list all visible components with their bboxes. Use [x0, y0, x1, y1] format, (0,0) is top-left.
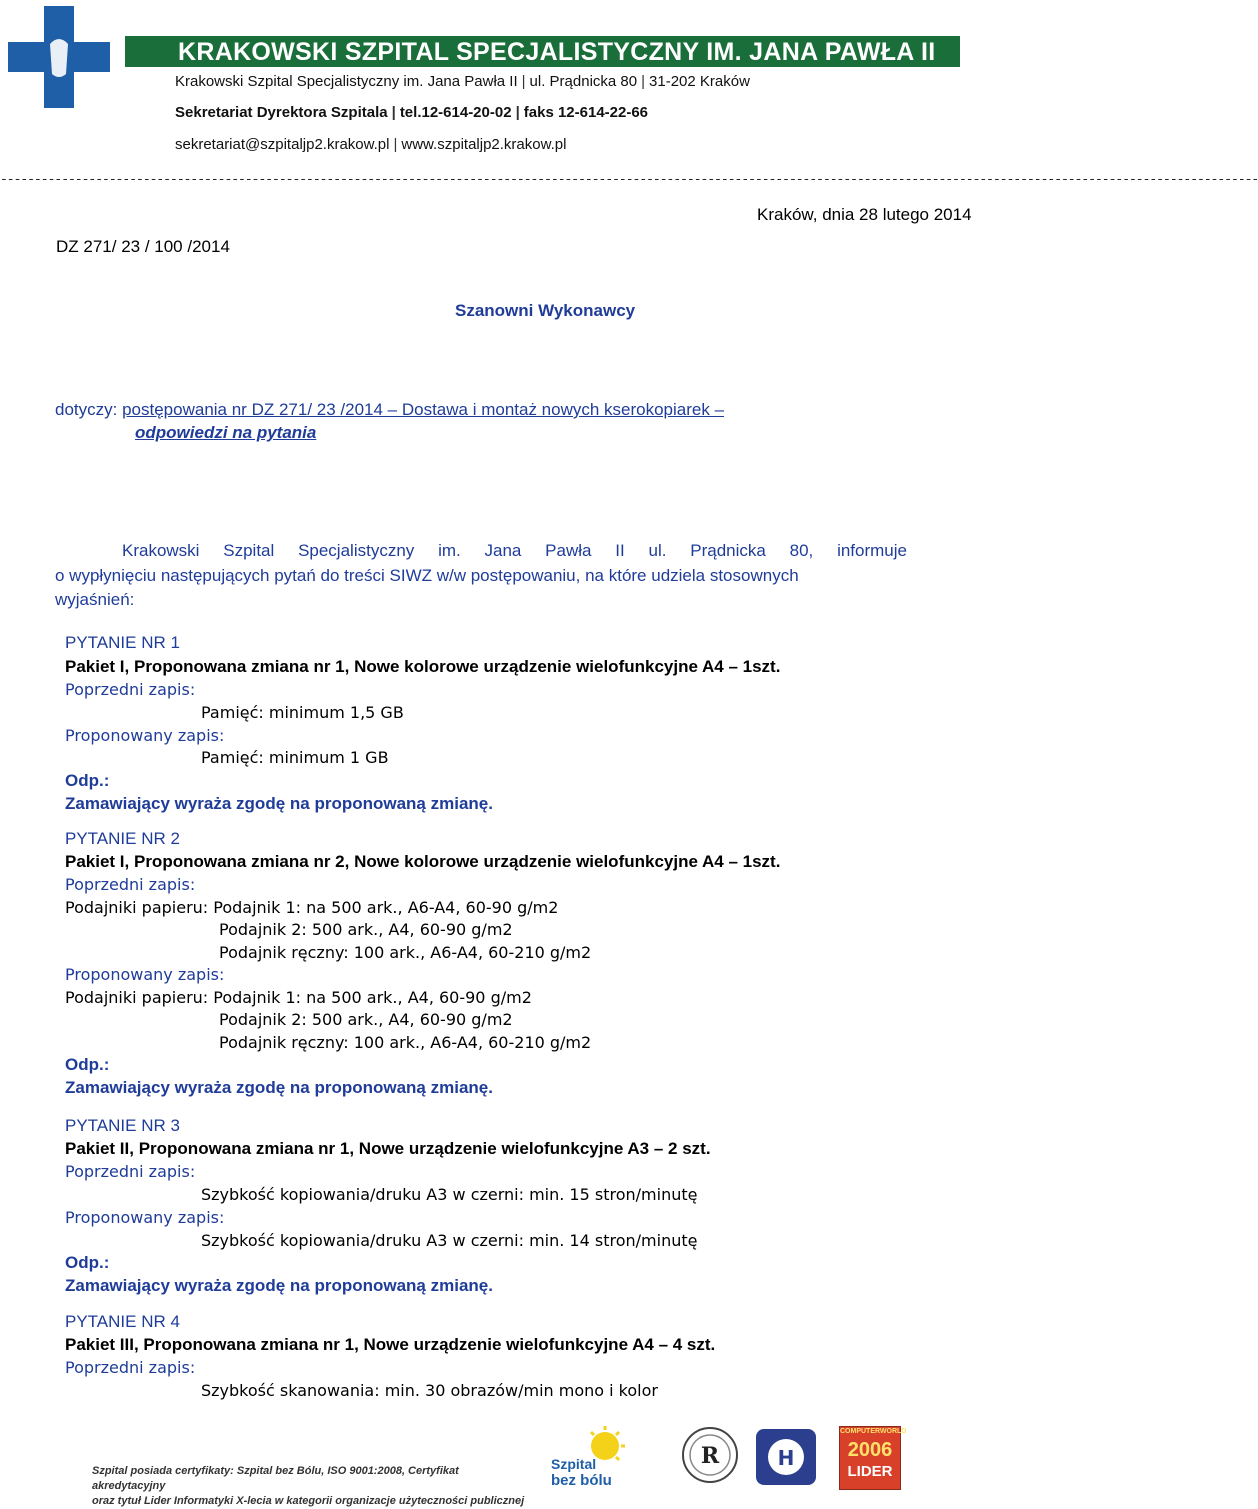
question-3-answer-label: Odp.: — [65, 1253, 110, 1272]
address-street: ul. Prądnicka 80 — [529, 73, 638, 90]
secretariat-label: Sekretariat Dyrektora Szpitala — [175, 104, 388, 121]
hospital-logo-cross — [6, 4, 112, 115]
footer-text-line-1: Szpital posiada certyfikaty: Szpital bez Bólu, ISO 9001:2008, Certyfikat akredytacyjny — [92, 1465, 459, 1492]
intro-word: informuje — [837, 541, 907, 560]
szpital-bez-bolu-logo — [549, 1426, 631, 1492]
question-4-heading: PYTANIE NR 4 — [65, 1312, 180, 1331]
intro-word: 80, — [789, 541, 814, 560]
intro-word: Szpital — [223, 541, 275, 560]
question-4-prev-label: Poprzedni zapis: — [65, 1358, 196, 1377]
footer-certificates-text — [92, 1464, 532, 1509]
question-2-prev-label: Poprzedni zapis: — [65, 875, 196, 894]
question-3-prop-line: Szybkość kopiowania/druku A3 w czerni: min. 14 stron/minutę — [201, 1231, 698, 1250]
intro-line-3: wyjaśnień: — [55, 590, 135, 609]
question-1-title: Pakiet I, Proponowana zmiana nr 1, Nowe kolorowe urządzenie wielofunkcyjne A4 – 1szt. — [65, 657, 781, 676]
web-line: sekretariat@szpitaljp2.krakow.pl | www.szpitaljp2.krakow.pl — [175, 136, 567, 153]
question-2-prev-line-2: Podajnik 2: 500 ark., A4, 60-90 g/m2 — [219, 920, 513, 939]
email-link[interactable]: sekretariat@szpitaljp2.krakow.pl — [175, 136, 390, 153]
svg-text:R: R — [700, 1443, 720, 1469]
reference-number: DZ 271/ 23 / 100 /2014 — [56, 237, 230, 256]
question-2-prop-line-3: Podajnik ręczny: 100 ark., A6-A4, 60-210 g/m2 — [219, 1033, 592, 1052]
question-2-heading: PYTANIE NR 2 — [65, 829, 180, 848]
lider-informatyki-logo — [839, 1426, 907, 1490]
intro-word: ul. — [648, 541, 667, 560]
question-2-answer-label: Odp.: — [65, 1055, 110, 1074]
intro-word: Pawła — [545, 541, 592, 560]
question-2-prev-line-3: Podajnik ręczny: 100 ark., A6-A4, 60-210 g/m2 — [219, 943, 592, 962]
lider-logo-top: COMPUTERWORLD — [840, 1428, 907, 1435]
question-2-prop-label: Proponowany zapis: — [65, 965, 225, 984]
question-1-heading: PYTANIE NR 1 — [65, 633, 180, 652]
question-1-answer-label: Odp.: — [65, 771, 110, 790]
question-1-prev-label: Poprzedni zapis: — [65, 680, 196, 699]
question-1-answer: Zamawiający wyraża zgodę na proponowaną zmianę. — [65, 794, 493, 813]
subject-prefix: dotyczy: — [55, 400, 118, 419]
salutation: Szanowni Wykonawcy — [455, 301, 636, 320]
szpital-logo-line-1: Szpital — [551, 1456, 597, 1472]
question-2-title: Pakiet I, Proponowana zmiana nr 2, Nowe kolorowe urządzenie wielofunkcyjne A4 – 1szt. — [65, 852, 781, 871]
question-3-answer: Zamawiający wyraża zgodę na proponowaną zmianę. — [65, 1276, 493, 1295]
svg-text:H: H — [777, 1446, 795, 1470]
question-3-title: Pakiet II, Proponowana zmiana nr 1, Nowe urządzenie wielofunkcyjne A3 – 2 szt. — [65, 1139, 711, 1158]
subject-second: odpowiedzi na pytania — [135, 423, 317, 442]
question-1-prev-line: Pamięć: minimum 1,5 GB — [201, 703, 404, 722]
contact-line: Sekretariat Dyrektora Szpitala | tel.12-614-20-02 | faks 12-614-22-66 — [175, 104, 649, 121]
address-city: 31-202 Kraków — [649, 73, 750, 90]
intro-word: Krakowski — [122, 541, 200, 560]
intro-word: im. — [438, 541, 461, 560]
intro-line-1 — [122, 541, 907, 561]
iso-certificate-logo — [681, 1426, 739, 1489]
subject-line — [55, 400, 724, 420]
hospital-name: KRAKOWSKI SZPITAL SPECJALISTYCZNY IM. JANA PAWŁA II — [178, 38, 936, 66]
address-name: Krakowski Szpital Specjalistyczny im. Jana Pawła II — [175, 73, 518, 90]
lider-logo-year: 2006 — [847, 1439, 893, 1461]
intro-word: Jana — [484, 541, 522, 560]
question-2-answer: Zamawiający wyraża zgodę na proponowaną zmianę. — [65, 1078, 493, 1097]
intro-word: II — [615, 541, 625, 560]
accreditation-logo — [755, 1428, 817, 1491]
phone: tel.12-614-20-02 — [399, 104, 512, 121]
intro-word: Prądnicka — [690, 541, 766, 560]
question-2-prev-line-1: Podajniki papieru: Podajnik 1: na 500 ark., A6-A4, 60-90 g/m2 — [65, 898, 559, 917]
footer-text-line-2: oraz tytuł Lider Informatyki X-lecia w kategorii organizacje użyteczności publicznej — [92, 1495, 525, 1507]
website-link[interactable]: www.szpitaljp2.krakow.pl — [401, 136, 567, 153]
fax: faks 12-614-22-66 — [523, 104, 649, 121]
question-2-prop-line-2: Podajnik 2: 500 ark., A4, 60-90 g/m2 — [219, 1010, 513, 1029]
question-4-prev-line: Szybkość skanowania: min. 30 obrazów/min mono i kolor — [201, 1381, 658, 1400]
question-3-prev-label: Poprzedni zapis: — [65, 1162, 196, 1181]
question-1-prop-line: Pamięć: minimum 1 GB — [201, 748, 389, 767]
question-3-prev-line: Szybkość kopiowania/druku A3 w czerni: min. 15 stron/minutę — [201, 1185, 698, 1204]
lider-logo-word: LIDER — [847, 1463, 893, 1480]
intro-line-2: o wypłynięciu następujących pytań do treści SIWZ w/w postępowaniu, na które udziela stosownych — [55, 566, 799, 585]
question-3-heading: PYTANIE NR 3 — [65, 1116, 180, 1135]
question-2-prop-line-1: Podajniki papieru: Podajnik 1: na 500 ark., A4, 60-90 g/m2 — [65, 988, 532, 1007]
header-divider: ----------------------------------------------------------------------------------------------------------------------------------------------------------------------------------------- — [0, 172, 1258, 187]
question-4-title: Pakiet III, Proponowana zmiana nr 1, Nowe urządzenie wielofunkcyjne A4 – 4 szt. — [65, 1335, 716, 1354]
address-line: Krakowski Szpital Specjalistyczny im. Jana Pawła II | ul. Prądnicka 80 | 31-202 Kraków — [175, 73, 750, 90]
question-3-prop-label: Proponowany zapis: — [65, 1208, 225, 1227]
question-1-prop-label: Proponowany zapis: — [65, 726, 225, 745]
szpital-logo-line-2: bez bólu — [551, 1472, 612, 1489]
date-line: Kraków, dnia 28 lutego 2014 — [757, 205, 972, 224]
intro-word: Specjalistyczny — [298, 541, 415, 560]
subject-main: postępowania nr DZ 271/ 23 /2014 – Dostawa i montaż nowych kserokopiarek – — [122, 400, 725, 419]
